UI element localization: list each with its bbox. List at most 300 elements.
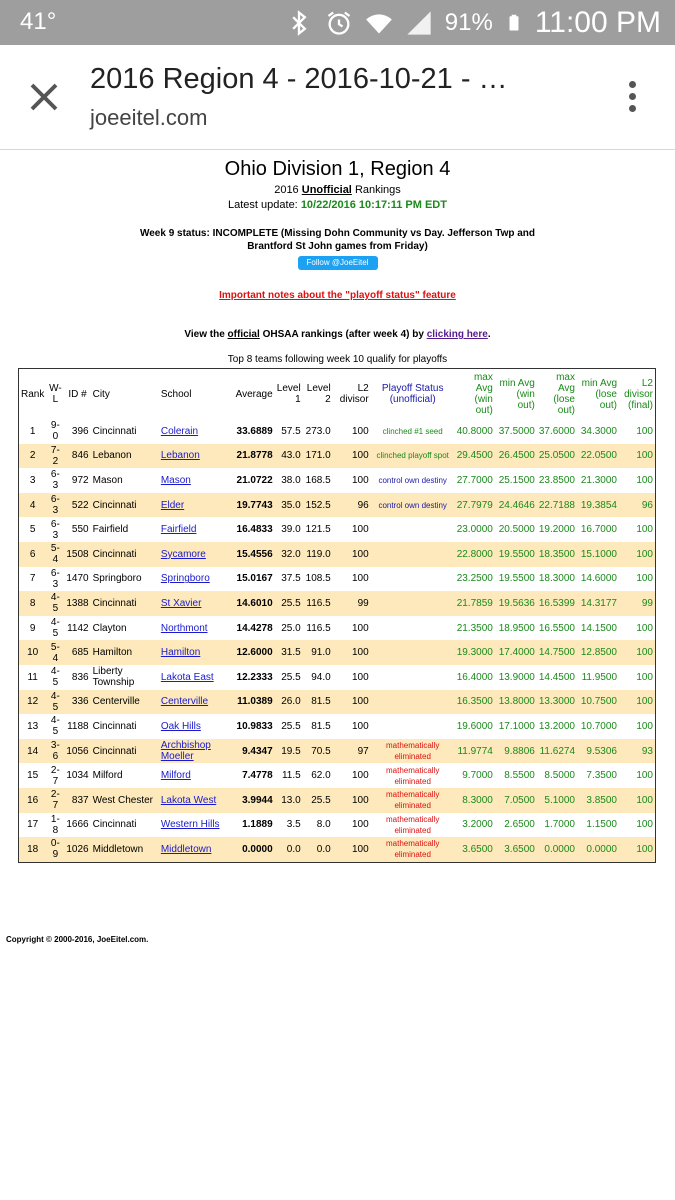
school-link[interactable]: Centerville	[160, 696, 209, 708]
cell-l1: 35.0	[275, 493, 303, 518]
cell-rank: 10	[19, 640, 47, 665]
cell-div: 100	[333, 690, 371, 715]
cell-fin: 99	[619, 591, 656, 616]
playoff-status-text: control own destiny	[378, 500, 447, 510]
cell-maxw: 27.7979	[455, 493, 495, 518]
cell-id: 1056	[64, 739, 90, 764]
playoff-status-text: mathematically eliminated	[386, 765, 440, 786]
clock-time: 11:00 PM	[534, 6, 661, 39]
cell-fin: 100	[619, 837, 656, 862]
cell-fin: 100	[619, 542, 656, 567]
cell-maxw: 19.6000	[455, 714, 495, 739]
close-icon[interactable]	[26, 79, 62, 115]
copyright: Copyright © 2000-2016, JoeEitel.com.	[6, 935, 149, 944]
cell-avg: 0.0000	[234, 837, 275, 862]
cell-div: 100	[333, 763, 371, 788]
header-city: City	[92, 388, 110, 400]
battery-icon	[505, 9, 523, 37]
cell-l2: 121.5	[303, 517, 333, 542]
school-link[interactable]: Lakota West	[160, 794, 217, 806]
cell-avg: 19.7743	[234, 493, 275, 518]
cell-maxw: 40.8000	[455, 419, 495, 444]
official-rankings-line	[0, 329, 675, 340]
cell-maxl: 13.2000	[537, 714, 577, 739]
cell-id: 836	[64, 665, 90, 690]
table-row	[19, 714, 656, 739]
rankings-subtitle	[0, 184, 675, 196]
school-link[interactable]: Oak Hills	[160, 720, 201, 732]
official-prefix: View the	[184, 329, 225, 340]
cell-minl: 14.1500	[577, 616, 619, 641]
cell-wl: 5-4	[46, 542, 64, 567]
cell-div: 100	[333, 640, 371, 665]
cell-city: Cincinnati	[91, 813, 159, 838]
cell-minw: 2.6500	[495, 813, 537, 838]
cell-l1: 31.5	[275, 640, 303, 665]
header-max-win: max Avg (win out)	[473, 372, 493, 416]
cell-id: 1666	[64, 813, 90, 838]
cell-city: Middletown	[91, 837, 159, 862]
cell-div: 100	[333, 837, 371, 862]
cell-playoff-status	[371, 616, 455, 641]
cell-avg: 15.4556	[234, 542, 275, 567]
school-link[interactable]: Western Hills	[160, 819, 220, 831]
table-row	[19, 813, 656, 838]
cell-city: Cincinnati	[91, 542, 159, 567]
cell-l2: 119.0	[303, 542, 333, 567]
cell-div: 100	[333, 714, 371, 739]
cell-playoff-status	[371, 542, 455, 567]
header-rank: Rank	[21, 388, 45, 400]
cell-id: 846	[64, 444, 90, 469]
cell-maxl: 11.6274	[537, 739, 577, 764]
cell-l2: 81.5	[303, 690, 333, 715]
cell-fin: 100	[619, 517, 656, 542]
cell-playoff-status	[371, 813, 455, 838]
cell-school	[159, 763, 234, 788]
cell-playoff-status	[371, 468, 455, 493]
cell-rank: 15	[19, 763, 47, 788]
table-row	[19, 739, 656, 764]
school-link[interactable]: St Xavier	[160, 597, 202, 609]
cell-maxw: 19.3000	[455, 640, 495, 665]
cell-school	[159, 788, 234, 813]
cell-playoff-status	[371, 640, 455, 665]
cell-city: West Chester	[91, 788, 159, 813]
cell-minw: 25.1500	[495, 468, 537, 493]
cell-playoff-status	[371, 493, 455, 518]
header-max-lose: max Avg (lose out)	[553, 372, 575, 416]
cell-l1: 26.0	[275, 690, 303, 715]
cell-maxl: 16.5399	[537, 591, 577, 616]
header-average: Average	[235, 388, 273, 400]
cell-city: Mason	[91, 468, 159, 493]
cell-fin: 100	[619, 419, 656, 444]
cell-rank: 3	[19, 468, 47, 493]
cell-maxl: 0.0000	[537, 837, 577, 862]
cell-wl: 1-8	[46, 813, 64, 838]
cell-avg: 16.4833	[234, 517, 275, 542]
cell-city: Liberty Township	[91, 665, 159, 690]
cell-id: 522	[64, 493, 90, 518]
playoff-status-text: mathematically eliminated	[386, 790, 440, 811]
school-link[interactable]: Fairfield	[160, 524, 197, 536]
cell-playoff-status	[371, 837, 455, 862]
cell-l2: 91.0	[303, 640, 333, 665]
official-word: official	[227, 329, 260, 340]
cell-city: Milford	[91, 763, 159, 788]
cell-l2: 116.5	[303, 616, 333, 641]
page-title: 2016 Region 4 - 2016-10-21 - …	[90, 63, 508, 95]
cell-minl: 10.7000	[577, 714, 619, 739]
cell-minl: 21.3000	[577, 468, 619, 493]
cell-playoff-status	[371, 419, 455, 444]
school-link[interactable]: Colerain	[160, 425, 199, 437]
cell-minw: 13.9000	[495, 665, 537, 690]
table-row	[19, 591, 656, 616]
cell-wl: 4-5	[46, 591, 64, 616]
playoff-notes-link[interactable]: Important notes about the "playoff status" feature	[219, 290, 456, 301]
wifi-icon	[365, 9, 393, 37]
cell-school	[159, 468, 234, 493]
cell-l2: 168.5	[303, 468, 333, 493]
cell-fin: 93	[619, 739, 656, 764]
playoff-status-text: mathematically eliminated	[386, 839, 440, 860]
cell-minw: 9.8806	[495, 739, 537, 764]
cell-school	[159, 665, 234, 690]
table-body	[19, 419, 656, 862]
cell-maxw: 27.7000	[455, 468, 495, 493]
update-value: 10/22/2016 10:17:11 PM EDT	[300, 199, 447, 211]
school-link[interactable]: Northmont	[160, 622, 208, 634]
cell-l1: 25.0	[275, 616, 303, 641]
cell-avg: 33.6889	[234, 419, 275, 444]
cell-div: 100	[333, 468, 371, 493]
cell-school	[159, 813, 234, 838]
cell-wl: 4-5	[46, 616, 64, 641]
custom-tab-toolbar	[0, 45, 675, 150]
school-link[interactable]: Springboro	[160, 573, 210, 585]
cell-minl: 0.0000	[577, 837, 619, 862]
cell-l1: 3.5	[275, 813, 303, 838]
cell-div: 100	[333, 517, 371, 542]
cell-rank: 18	[19, 837, 47, 862]
school-link[interactable]: Sycamore	[160, 548, 206, 560]
header-min-win: min Avg (win out)	[499, 377, 535, 411]
cell-avg: 7.4778	[234, 763, 275, 788]
cell-id: 1470	[64, 567, 90, 592]
cell-minw: 18.9500	[495, 616, 537, 641]
cell-school	[159, 591, 234, 616]
cell-city: Hamilton	[91, 640, 159, 665]
cell-maxl: 18.3500	[537, 542, 577, 567]
cell-minl: 9.5306	[577, 739, 619, 764]
cell-l1: 37.5	[275, 567, 303, 592]
cell-playoff-status	[371, 763, 455, 788]
school-link[interactable]: Hamilton	[160, 647, 201, 659]
cell-l1: 11.5	[275, 763, 303, 788]
playoff-status-text: clinched #1 seed	[382, 426, 443, 436]
cell-school	[159, 444, 234, 469]
cell-playoff-status	[371, 591, 455, 616]
cell-school	[159, 567, 234, 592]
cell-minl: 34.3000	[577, 419, 619, 444]
cell-avg: 12.6000	[234, 640, 275, 665]
cell-l2: 108.5	[303, 567, 333, 592]
signal-icon	[405, 9, 433, 37]
cell-rank: 11	[19, 665, 47, 690]
temperature-text: 41°	[20, 8, 57, 35]
cell-wl: 3-6	[46, 739, 64, 764]
cell-avg: 15.0167	[234, 567, 275, 592]
cell-l1: 38.0	[275, 468, 303, 493]
cell-l1: 25.5	[275, 665, 303, 690]
header-min-lose: min Avg (lose out)	[581, 377, 617, 411]
cell-minl: 1.1500	[577, 813, 619, 838]
cell-avg: 14.4278	[234, 616, 275, 641]
cell-wl: 6-3	[46, 517, 64, 542]
cell-minw: 20.5000	[495, 517, 537, 542]
table-row	[19, 616, 656, 641]
cell-city: Cincinnati	[91, 739, 159, 764]
cell-avg: 1.1889	[234, 813, 275, 838]
playoff-status-text: control own destiny	[378, 475, 447, 485]
cell-fin: 100	[619, 616, 656, 641]
cell-rank: 13	[19, 714, 47, 739]
cell-wl: 5-4	[46, 640, 64, 665]
cell-div: 100	[333, 419, 371, 444]
cell-maxw: 23.0000	[455, 517, 495, 542]
cell-school	[159, 616, 234, 641]
cell-minl: 14.3177	[577, 591, 619, 616]
table-header-row	[19, 369, 656, 420]
cell-minw: 8.5500	[495, 763, 537, 788]
header-playoff-status: Playoff Status (unofficial)	[381, 383, 444, 405]
header-level1: Level 1	[276, 383, 301, 405]
school-link[interactable]: Middletown	[160, 843, 212, 855]
cell-maxw: 22.8000	[455, 542, 495, 567]
cell-div: 100	[333, 616, 371, 641]
cell-div: 100	[333, 444, 371, 469]
status-icons	[285, 4, 661, 42]
table-row	[19, 665, 656, 690]
cell-id: 1026	[64, 837, 90, 862]
cell-wl: 4-5	[46, 665, 64, 690]
table-row	[19, 788, 656, 813]
cell-maxw: 9.7000	[455, 763, 495, 788]
cell-maxw: 11.9774	[455, 739, 495, 764]
header-level2: Level 2	[306, 383, 331, 405]
table-row	[19, 517, 656, 542]
cell-avg: 9.4347	[234, 739, 275, 764]
school-link[interactable]: Mason	[160, 474, 191, 486]
cell-rank: 5	[19, 517, 47, 542]
cell-minw: 37.5000	[495, 419, 537, 444]
playoff-status-text: mathematically eliminated	[386, 741, 440, 762]
table-row	[19, 837, 656, 862]
cell-l2: 70.5	[303, 739, 333, 764]
cell-maxw: 29.4500	[455, 444, 495, 469]
cell-wl: 6-3	[46, 468, 64, 493]
cell-avg: 11.0389	[234, 690, 275, 715]
cell-fin: 100	[619, 567, 656, 592]
cell-l2: 81.5	[303, 714, 333, 739]
header-id: ID #	[68, 388, 87, 400]
cell-div: 100	[333, 567, 371, 592]
official-rankings-link[interactable]: clicking here	[426, 329, 488, 340]
cell-fin: 100	[619, 813, 656, 838]
cell-minw: 19.5500	[495, 542, 537, 567]
cell-avg: 14.6010	[234, 591, 275, 616]
cell-l2: 0.0	[303, 837, 333, 862]
cell-fin: 96	[619, 493, 656, 518]
update-label: Latest update:	[228, 199, 298, 211]
cell-city: Springboro	[91, 567, 159, 592]
cell-maxw: 8.3000	[455, 788, 495, 813]
school-link[interactable]: Lebanon	[160, 450, 200, 462]
playoff-status-text: mathematically eliminated	[386, 814, 440, 835]
cell-avg: 21.0722	[234, 468, 275, 493]
cell-wl: 2-7	[46, 763, 64, 788]
cell-maxl: 16.5500	[537, 616, 577, 641]
cell-rank: 14	[19, 739, 47, 764]
cell-wl: 0-9	[46, 837, 64, 862]
cell-maxl: 18.3000	[537, 567, 577, 592]
cell-maxl: 19.2000	[537, 517, 577, 542]
table-row	[19, 542, 656, 567]
table-row	[19, 690, 656, 715]
cell-maxl: 37.6000	[537, 419, 577, 444]
cell-school	[159, 714, 234, 739]
cell-id: 550	[64, 517, 90, 542]
school-link[interactable]: Milford	[160, 770, 191, 782]
cell-fin: 100	[619, 468, 656, 493]
cell-l1: 57.5	[275, 419, 303, 444]
cell-maxw: 3.6500	[455, 837, 495, 862]
cell-id: 1388	[64, 591, 90, 616]
twitter-follow-button[interactable]: Follow @JoeEitel	[298, 256, 378, 270]
cell-school	[159, 837, 234, 862]
subtitle-year: 2016	[274, 184, 299, 196]
school-link[interactable]: Lakota East	[160, 671, 214, 683]
cell-div: 96	[333, 493, 371, 518]
cell-l1: 39.0	[275, 517, 303, 542]
rankings-table	[18, 368, 656, 863]
cell-id: 972	[64, 468, 90, 493]
subtitle-unofficial: Unofficial	[301, 184, 352, 196]
cell-minw: 17.1000	[495, 714, 537, 739]
cell-id: 396	[64, 419, 90, 444]
cell-maxw: 23.2500	[455, 567, 495, 592]
cell-l1: 0.0	[275, 837, 303, 862]
cell-div: 97	[333, 739, 371, 764]
cell-maxl: 22.7188	[537, 493, 577, 518]
cell-minl: 11.9500	[577, 665, 619, 690]
table-row	[19, 419, 656, 444]
cell-wl: 7-2	[46, 444, 64, 469]
cell-l1: 43.0	[275, 444, 303, 469]
cell-l2: 94.0	[303, 665, 333, 690]
cell-fin: 100	[619, 444, 656, 469]
cell-wl: 6-3	[46, 567, 64, 592]
cell-minw: 3.6500	[495, 837, 537, 862]
page-heading: Ohio Division 1, Region 4	[224, 158, 451, 180]
cell-rank: 4	[19, 493, 47, 518]
cell-rank: 7	[19, 567, 47, 592]
table-row	[19, 763, 656, 788]
cell-l2: 273.0	[303, 419, 333, 444]
cell-div: 100	[333, 788, 371, 813]
table-row	[19, 567, 656, 592]
cell-div: 99	[333, 591, 371, 616]
cell-rank: 16	[19, 788, 47, 813]
cell-playoff-status	[371, 739, 455, 764]
cell-minl: 12.8500	[577, 640, 619, 665]
cell-minw: 19.5636	[495, 591, 537, 616]
cell-l2: 25.5	[303, 788, 333, 813]
cell-id: 1034	[64, 763, 90, 788]
cell-fin: 100	[619, 640, 656, 665]
cell-l1: 25.5	[275, 591, 303, 616]
cell-city: Clayton	[91, 616, 159, 641]
playoff-status-text: clinched playoff spot	[376, 451, 449, 461]
cell-maxl: 8.5000	[537, 763, 577, 788]
playoff-notes	[0, 290, 675, 301]
cell-avg: 10.9833	[234, 714, 275, 739]
cell-city: Centerville	[91, 690, 159, 715]
cell-playoff-status	[371, 714, 455, 739]
cell-playoff-status	[371, 665, 455, 690]
cell-minw: 17.4000	[495, 640, 537, 665]
cell-playoff-status	[371, 567, 455, 592]
school-link[interactable]: Archbishop Moeller	[160, 740, 211, 763]
cell-playoff-status	[371, 788, 455, 813]
cell-fin: 100	[619, 763, 656, 788]
cell-city: Cincinnati	[91, 419, 159, 444]
cell-rank: 2	[19, 444, 47, 469]
cell-maxl: 14.7500	[537, 640, 577, 665]
cell-playoff-status	[371, 690, 455, 715]
system-status-bar	[0, 0, 675, 45]
cell-div: 100	[333, 542, 371, 567]
bluetooth-icon	[285, 9, 313, 37]
page-domain: joeeitel.com	[90, 105, 208, 130]
cell-fin: 100	[619, 665, 656, 690]
cell-rank: 6	[19, 542, 47, 567]
week-status: Week 9 status: INCOMPLETE (Missing Dohn Community vs Day. Jefferson Twp and Brantford St John games from Friday)	[139, 228, 536, 252]
cell-l2: 171.0	[303, 444, 333, 469]
cell-minl: 7.3500	[577, 763, 619, 788]
cell-maxl: 14.4500	[537, 665, 577, 690]
cell-maxl: 25.0500	[537, 444, 577, 469]
cell-l2: 116.5	[303, 591, 333, 616]
cell-maxl: 23.8500	[537, 468, 577, 493]
cell-fin: 100	[619, 714, 656, 739]
latest-update	[0, 199, 675, 211]
cell-minl: 19.3854	[577, 493, 619, 518]
cell-l2: 8.0	[303, 813, 333, 838]
cell-maxw: 3.2000	[455, 813, 495, 838]
cell-school	[159, 739, 234, 764]
cell-minl: 14.6000	[577, 567, 619, 592]
cell-avg: 21.8778	[234, 444, 275, 469]
school-link[interactable]: Elder	[160, 499, 185, 511]
overflow-menu-icon[interactable]	[620, 81, 644, 117]
cell-city: Lebanon	[91, 444, 159, 469]
cell-minl: 22.0500	[577, 444, 619, 469]
cell-minl: 15.1000	[577, 542, 619, 567]
cell-l1: 32.0	[275, 542, 303, 567]
